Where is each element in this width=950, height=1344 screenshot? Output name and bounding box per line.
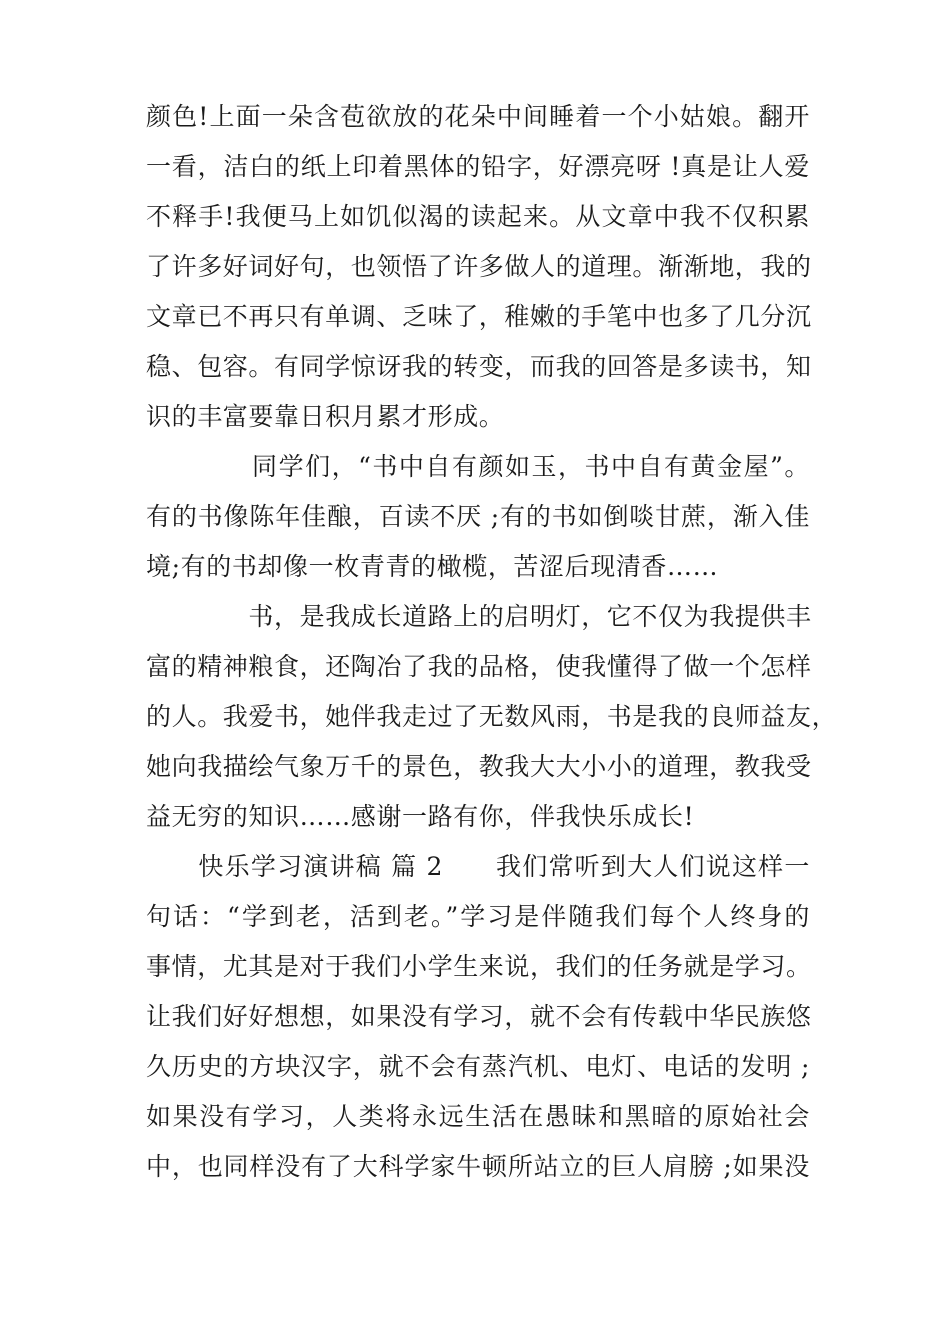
text-line-6: 稳、包容。有同学惊讶我的转变，而我的回答是多读书，知	[146, 352, 812, 381]
text-line-21: 如果没有学习，人类将永远生活在愚昧和黑暗的原始社会	[146, 1102, 810, 1131]
text-line-11: 书，是我成长道路上的启明灯，它不仅为我提供丰	[146, 602, 812, 631]
text-line-13: 的人。我爱书，她伴我走过了无数风雨，书是我的良师益友，	[146, 702, 838, 731]
text-line-7: 识的丰富要靠日积月累才形成。	[146, 402, 505, 431]
text-line-5: 文章已不再只有单调、乏味了，稚嫩的手笔中也多了几分沉	[146, 302, 812, 331]
text-line-14: 她向我描绘气象万千的景色，教我大大小小的道理，教我受	[146, 752, 812, 781]
text-line-15: 益无穷的知识……感谢一路有你，伴我快乐成长!	[146, 802, 695, 831]
text-line-12: 富的精神粮食，还陶冶了我的品格，使我懂得了做一个怎样	[146, 652, 812, 681]
text-line-10: 境;有的书却像一枚青青的橄榄，苦涩后现清香……	[146, 552, 719, 581]
text-line-16: 快乐学习演讲稿 篇 2 我们常听到大人们说这样一	[146, 852, 810, 881]
text-line-3: 不释手!我便马上如饥似渴的读起来。从文章中我不仅积累	[146, 202, 810, 231]
text-line-17: 句话：“学到老，活到老。”学习是伴随我们每个人终身的	[146, 902, 810, 931]
text-line-2: 一看，洁白的纸上印着黑体的铅字，好漂亮呀 !真是让人爱	[146, 152, 810, 181]
text-line-20: 久历史的方块汉字，就不会有蒸汽机、电灯、电话的发明 ;	[146, 1052, 810, 1081]
text-line-9: 有的书像陈年佳酿，百读不厌 ;有的书如倒啖甘蔗，渐入佳	[146, 502, 810, 531]
text-line-19: 让我们好好想想，如果没有学习，就不会有传载中华民族悠	[146, 1002, 812, 1031]
text-line-22: 中，也同样没有了大科学家牛顿所站立的巨人肩膀 ;如果没	[146, 1152, 810, 1181]
text-line-1: 颜色!上面一朵含苞欲放的花朵中间睡着一个小姑娘。翻开	[146, 102, 810, 131]
text-line-8: 同学们，“书中自有颜如玉，书中自有黄金屋”。	[146, 452, 810, 481]
text-line-18: 事情，尤其是对于我们小学生来说，我们的任务就是学习。	[146, 952, 812, 981]
text-line-4: 了许多好词好句，也领悟了许多做人的道理。渐渐地，我的	[146, 252, 812, 281]
